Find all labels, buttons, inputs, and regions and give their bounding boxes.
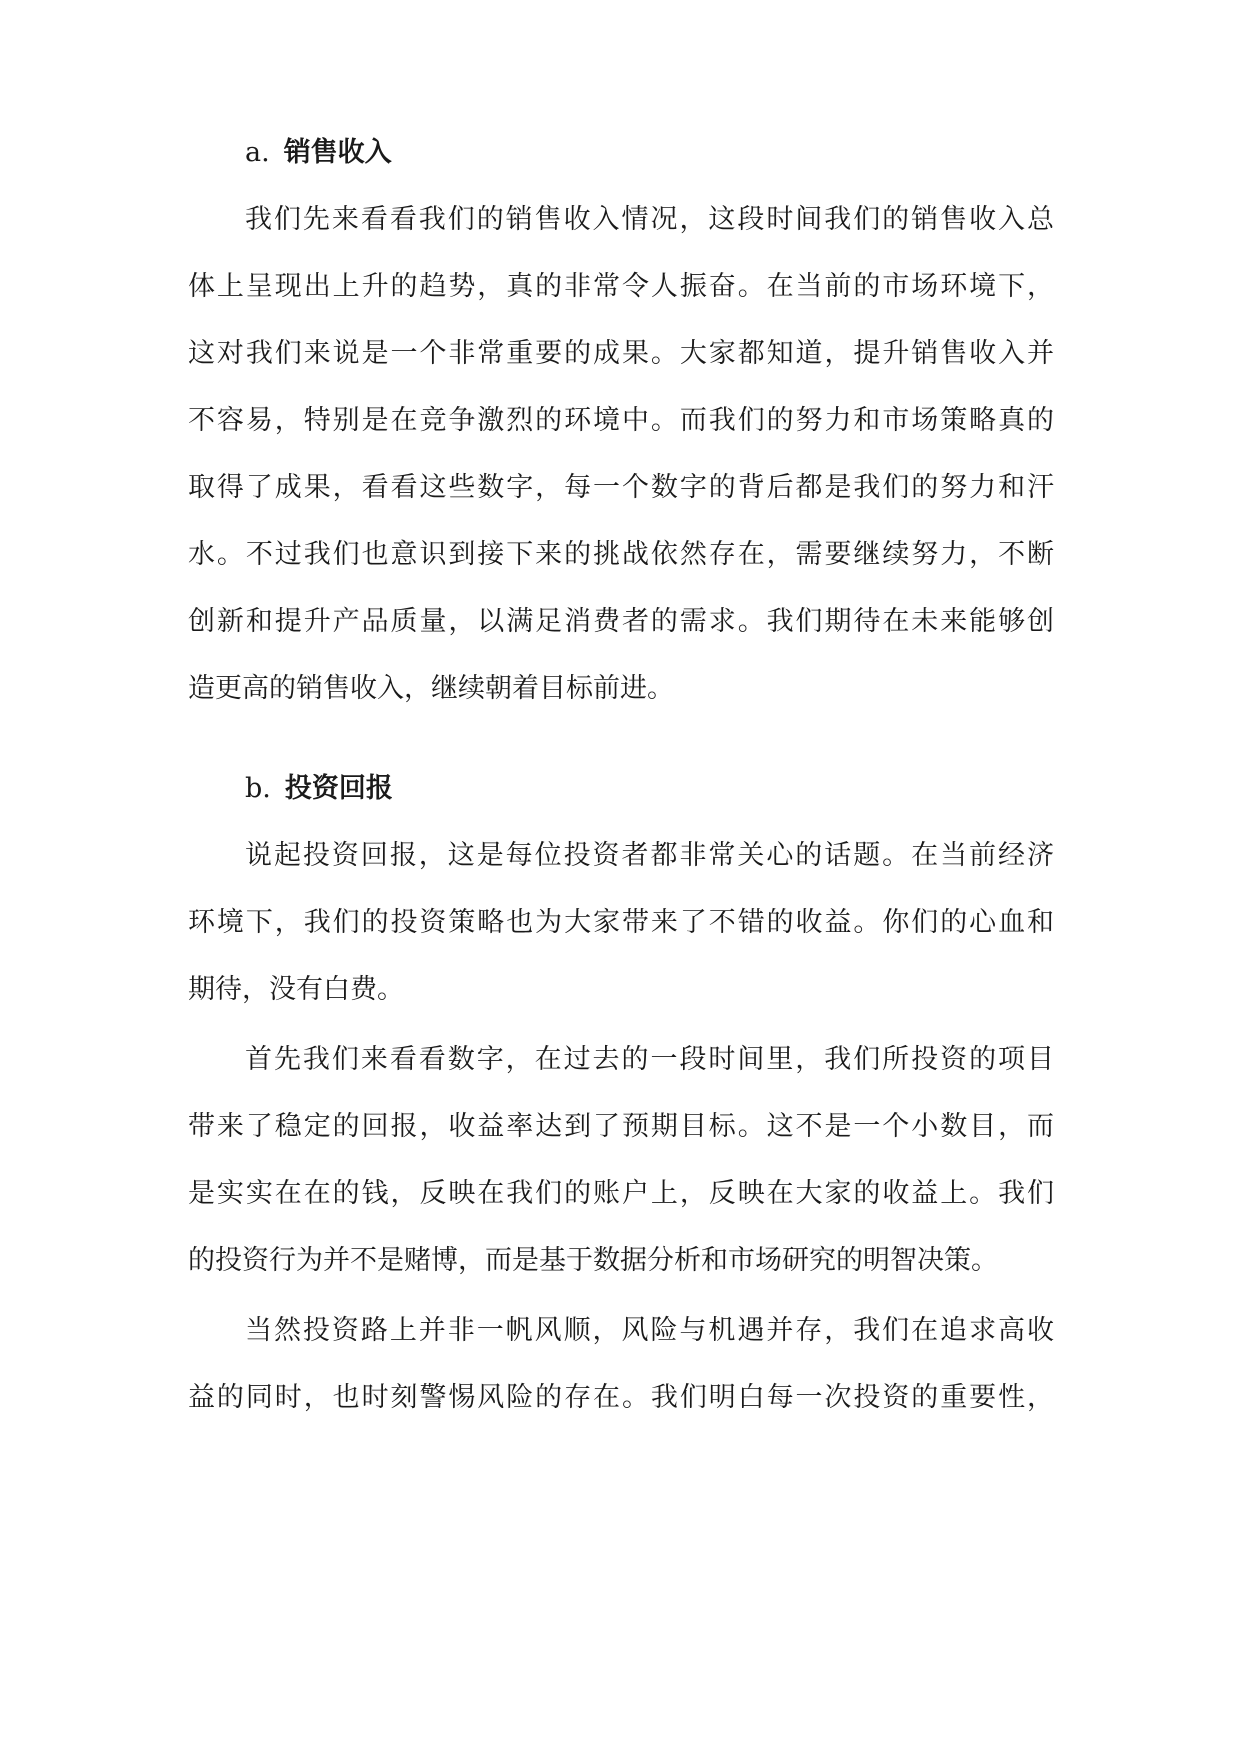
paragraph-line: 这对我们来说是一个非常重要的成果。大家都知道，提升销售收入并 [188, 338, 1054, 369]
paragraph-line: 取得了成果，看看这些数字，每一个数字的背后都是我们的努力和汗 [188, 472, 1054, 503]
paragraph-line: 首先我们来看看数字，在过去的一段时间里，我们所投资的项目 [245, 1044, 1054, 1075]
section-title: 销售收入 [283, 137, 392, 168]
paragraph-line: 我们先来看看我们的销售收入情况，这段时间我们的销售收入总 [245, 204, 1054, 235]
section-marker: b. [245, 773, 271, 804]
paragraph-line: 的投资行为并不是赌博，而是基于数据分析和市场研究的明智决策。 [188, 1245, 998, 1276]
paragraph-line: 环境下，我们的投资策略也为大家带来了不错的收益。你们的心血和 [188, 907, 1054, 938]
paragraph-line: 体上呈现出上升的趋势，真的非常令人振奋。在当前的市场环境下， [188, 271, 1054, 302]
paragraph-line: 说起投资回报，这是每位投资者都非常关心的话题。在当前经济 [245, 840, 1054, 871]
paragraph-line: 期待，没有白费。 [188, 974, 404, 1005]
paragraph-line: 创新和提升产品质量，以满足消费者的需求。我们期待在未来能够创 [188, 606, 1054, 637]
paragraph-line: 带来了稳定的回报，收益率达到了预期目标。这不是一个小数目，而 [188, 1111, 1054, 1142]
paragraph-line: 不容易，特别是在竞争激烈的环境中。而我们的努力和市场策略真的 [188, 405, 1054, 436]
section-heading-sales-revenue [245, 135, 392, 171]
section-heading-investment-return [245, 771, 393, 807]
paragraph-line: 益的同时，也时刻警惕风险的存在。我们明白每一次投资的重要性， [188, 1382, 1054, 1413]
section-marker: a. [245, 137, 270, 168]
paragraph-line: 水。不过我们也意识到接下来的挑战依然存在，需要继续努力，不断 [188, 539, 1054, 570]
section-title: 投资回报 [284, 773, 393, 804]
paragraph-line: 造更高的销售收入，继续朝着目标前进。 [188, 673, 674, 704]
paragraph-line: 是实实在在的钱，反映在我们的账户上，反映在大家的收益上。我们 [188, 1178, 1054, 1209]
paragraph-line: 当然投资路上并非一帆风顺，风险与机遇并存，我们在追求高收 [245, 1315, 1054, 1346]
